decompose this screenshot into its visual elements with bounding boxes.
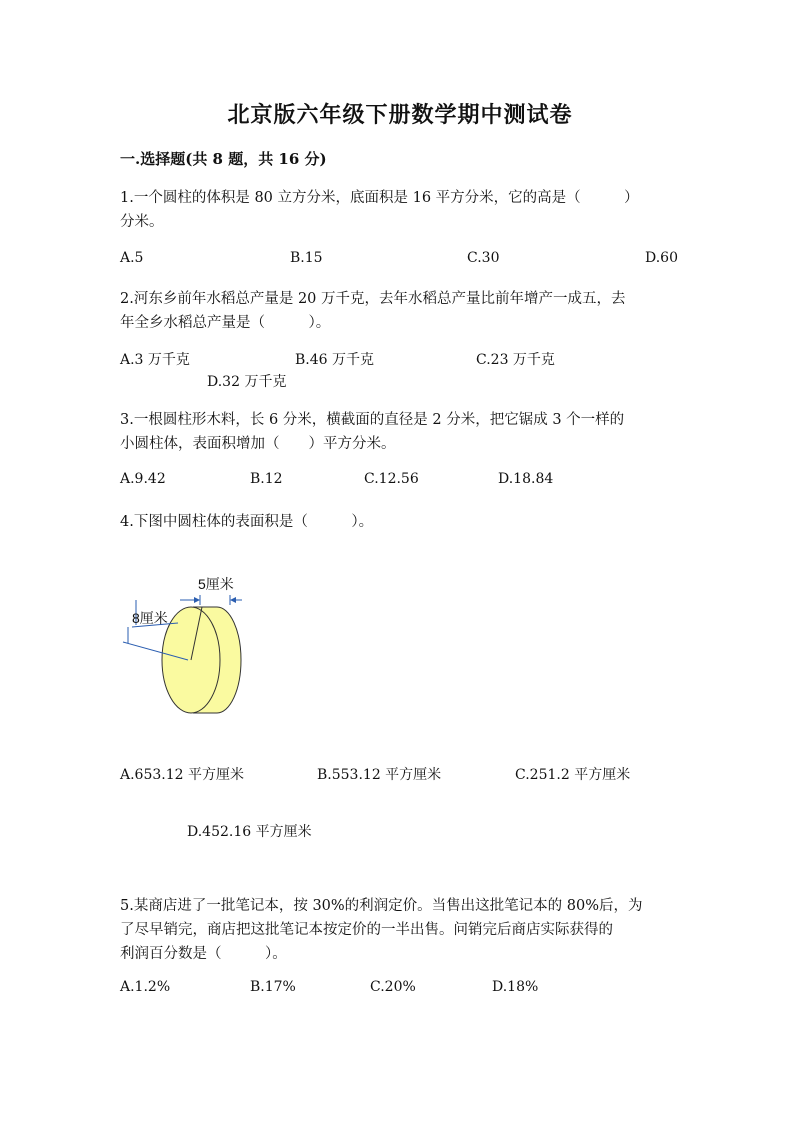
question-2-option-c[interactable]: C.23 万千克	[476, 352, 555, 368]
question-2-option-b[interactable]: B.46 万千克	[295, 352, 375, 368]
radius-label: 8厘米	[132, 610, 168, 626]
height-arrowhead-right	[230, 597, 236, 603]
question-4-option-d[interactable]: D.452.16 平方厘米	[187, 824, 312, 840]
question-1-option-c[interactable]: C.30	[467, 250, 500, 266]
question-3-option-d[interactable]: D.18.84	[498, 471, 554, 487]
cylinder-figure	[118, 565, 258, 725]
question-2-option-a[interactable]: A.3 万千克	[120, 352, 190, 368]
question-5-option-d[interactable]: D.18%	[492, 979, 539, 995]
question-2-line-1: 2.河东乡前年水稻总产量是 20 万千克，去年水稻总产量比前年增产一成五，去	[120, 291, 626, 307]
question-4-option-c[interactable]: C.251.2 平方厘米	[515, 767, 631, 783]
question-1-option-a[interactable]: A.5	[120, 250, 144, 266]
question-3-line-2: 小圆柱体，表面积增加（ ）平方分米。	[120, 436, 396, 452]
question-5-line-1: 5.某商店进了一批笔记本，按 30%的利润定价。当售出这批笔记本的 80%后，为	[120, 898, 643, 914]
question-1-option-d[interactable]: D.60	[645, 250, 678, 266]
question-5-option-b[interactable]: B.17%	[250, 979, 296, 995]
question-5-option-a[interactable]: A.1.2%	[120, 979, 171, 995]
question-4-option-b[interactable]: B.553.12 平方厘米	[317, 767, 442, 783]
question-3-option-c[interactable]: C.12.56	[364, 471, 419, 487]
question-1-option-b[interactable]: B.15	[290, 250, 323, 266]
question-3-option-b[interactable]: B.12	[250, 471, 283, 487]
question-1-line-2: 分米。	[120, 214, 164, 230]
question-5-line-2: 了尽早销完，商店把这批笔记本按定价的一半出售。问销完后商店实际获得的	[120, 922, 613, 938]
page-title: 北京版六年级下册数学期中测试卷	[227, 102, 573, 128]
question-2-line-2: 年全乡水稻总产量是（ ）。	[120, 315, 331, 331]
height-arrowhead-left	[194, 597, 200, 603]
question-4-line-1: 4.下图中圆柱体的表面积是（ ）。	[120, 514, 374, 530]
height-label: 5厘米	[198, 576, 234, 592]
question-2-option-d[interactable]: D.32 万千克	[207, 374, 287, 390]
question-3-option-a[interactable]: A.9.42	[120, 471, 166, 487]
question-5-line-3: 利润百分数是（ ）。	[120, 946, 287, 962]
question-3-line-1: 3.一根圆柱形木料，长 6 分米，横截面的直径是 2 分米，把它锯成 3 个一样的	[120, 412, 625, 428]
question-1-line-1: 1.一个圆柱的体积是 80 立方分米，底面积是 16 平方分米，它的高是（ ）	[120, 190, 639, 206]
section-heading: 一.选择题(共 8 题，共 16 分)	[120, 150, 327, 168]
question-5-option-c[interactable]: C.20%	[370, 979, 416, 995]
question-4-option-a[interactable]: A.653.12 平方厘米	[120, 767, 244, 783]
